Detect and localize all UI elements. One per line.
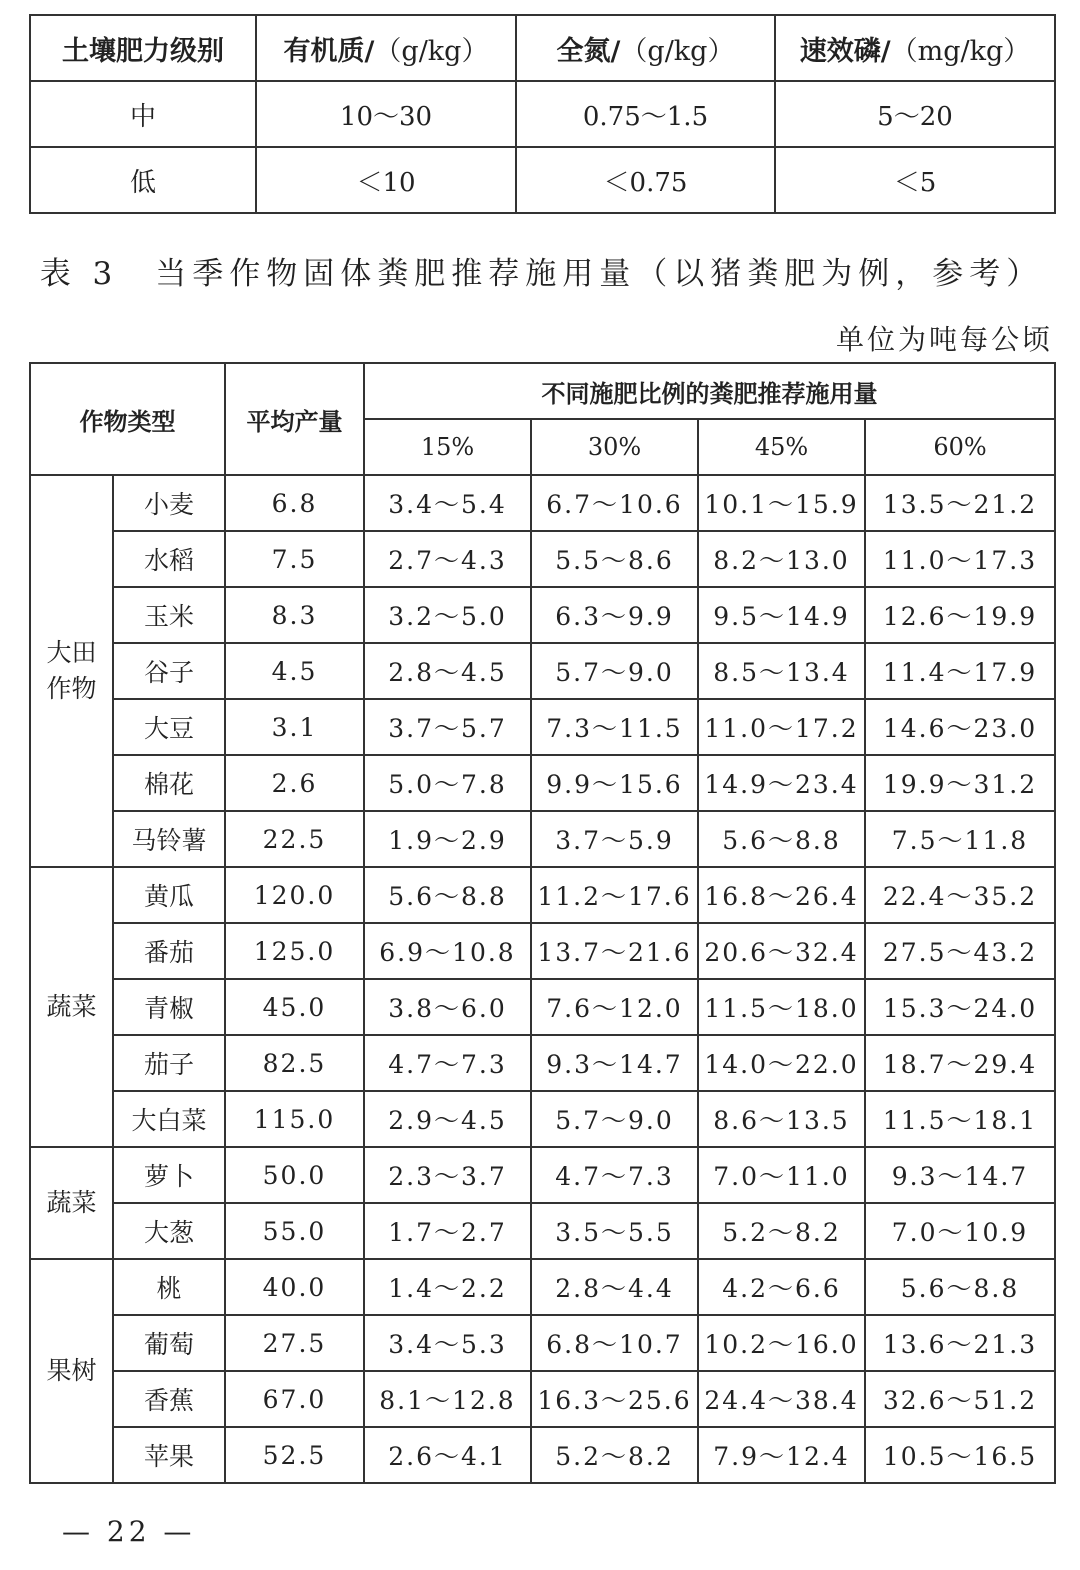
amount-cell: 9.9～15.6: [531, 755, 698, 811]
amount-cell: 3.7～5.7: [364, 699, 531, 755]
average-yield-cell: 52.5: [225, 1427, 364, 1483]
header-percent: 45%: [698, 419, 865, 475]
crop-group-label: 蔬菜: [30, 867, 113, 1147]
amount-cell: 8.6～13.5: [698, 1091, 865, 1147]
table-row: [30, 923, 1055, 979]
amount-cell: 3.4～5.3: [364, 1315, 531, 1371]
amount-cell: 2.7～4.3: [364, 531, 531, 587]
crop-name: 青椒: [113, 979, 225, 1035]
amount-cell: 6.8～10.7: [531, 1315, 698, 1371]
amount-cell: 3.5～5.5: [531, 1203, 698, 1259]
amount-cell: 14.6～23.0: [865, 699, 1055, 755]
amount-cell: 5.6～8.8: [865, 1259, 1055, 1315]
crop-name: 桃: [113, 1259, 225, 1315]
average-yield-cell: 4.5: [225, 643, 364, 699]
table-row: [30, 531, 1055, 587]
average-yield-cell: 67.0: [225, 1371, 364, 1427]
crop-name: 萝卜: [113, 1147, 225, 1203]
amount-cell: 5.2～8.2: [531, 1427, 698, 1483]
amount-cell: 5.6～8.8: [364, 867, 531, 923]
amount-cell: 7.6～12.0: [531, 979, 698, 1035]
table-row: [30, 1091, 1055, 1147]
header-percent: 15%: [364, 419, 531, 475]
table-row: [30, 811, 1055, 867]
amount-cell: 11.5～18.1: [865, 1091, 1055, 1147]
amount-cell: 16.8～26.4: [698, 867, 865, 923]
amount-cell: 2.9～4.5: [364, 1091, 531, 1147]
amount-cell: 1.7～2.7: [364, 1203, 531, 1259]
table-row: [30, 643, 1055, 699]
average-yield-cell: 50.0: [225, 1147, 364, 1203]
table-row: [30, 587, 1055, 643]
amount-cell: 18.7～29.4: [865, 1035, 1055, 1091]
header-percent: 30%: [531, 419, 698, 475]
header-fertility-level: 土壤肥力级别: [30, 15, 256, 81]
table-row: [30, 81, 1055, 147]
header-available-phosphorus: 速效磷/（mg/kg）: [775, 15, 1055, 81]
average-yield-cell: 40.0: [225, 1259, 364, 1315]
amount-cell: 8.5～13.4: [698, 643, 865, 699]
amount-cell: 4.7～7.3: [531, 1147, 698, 1203]
average-yield-cell: 45.0: [225, 979, 364, 1035]
cell: ＜10: [256, 147, 516, 213]
amount-cell: 19.9～31.2: [865, 755, 1055, 811]
average-yield-cell: 120.0: [225, 867, 364, 923]
amount-cell: 8.2～13.0: [698, 531, 865, 587]
cell: ＜5: [775, 147, 1055, 213]
average-yield-cell: 8.3: [225, 587, 364, 643]
amount-cell: 13.5～21.2: [865, 475, 1055, 531]
table-row: [30, 1371, 1055, 1427]
amount-cell: 5.7～9.0: [531, 643, 698, 699]
table-row: [30, 1315, 1055, 1371]
average-yield-cell: 7.5: [225, 531, 364, 587]
amount-cell: 4.7～7.3: [364, 1035, 531, 1091]
amount-cell: 27.5～43.2: [865, 923, 1055, 979]
manure-application-table: [29, 362, 1056, 1484]
table-row: [30, 1035, 1055, 1091]
amount-cell: 3.4～5.4: [364, 475, 531, 531]
amount-cell: 12.6～19.9: [865, 587, 1055, 643]
amount-cell: 1.4～2.2: [364, 1259, 531, 1315]
amount-cell: 8.1～12.8: [364, 1371, 531, 1427]
crop-name: 谷子: [113, 643, 225, 699]
amount-cell: 10.1～15.9: [698, 475, 865, 531]
average-yield-cell: 6.8: [225, 475, 364, 531]
amount-cell: 32.6～51.2: [865, 1371, 1055, 1427]
unit-note: 单位为吨每公顷: [835, 323, 1053, 356]
crop-name: 小麦: [113, 475, 225, 531]
header-percent: 60%: [865, 419, 1055, 475]
table-row: [30, 147, 1055, 213]
amount-cell: 6.9～10.8: [364, 923, 531, 979]
amount-cell: 2.8～4.5: [364, 643, 531, 699]
header-total-nitrogen: 全氮/（g/kg）: [516, 15, 775, 81]
amount-cell: 2.6～4.1: [364, 1427, 531, 1483]
crop-name: 茄子: [113, 1035, 225, 1091]
soil-fertility-table: [29, 14, 1056, 214]
amount-cell: 13.7～21.6: [531, 923, 698, 979]
amount-cell: 5.6～8.8: [698, 811, 865, 867]
crop-name: 大白菜: [113, 1091, 225, 1147]
amount-cell: 5.5～8.6: [531, 531, 698, 587]
amount-cell: 9.5～14.9: [698, 587, 865, 643]
amount-cell: 5.0～7.8: [364, 755, 531, 811]
crop-name: 水稻: [113, 531, 225, 587]
amount-cell: 11.4～17.9: [865, 643, 1055, 699]
amount-cell: 2.8～4.4: [531, 1259, 698, 1315]
crop-name: 葡萄: [113, 1315, 225, 1371]
amount-cell: 20.6～32.4: [698, 923, 865, 979]
table-row: [30, 755, 1055, 811]
average-yield-cell: 2.6: [225, 755, 364, 811]
soil-table-header: [30, 15, 1055, 81]
table-row: [30, 867, 1055, 923]
average-yield-cell: 27.5: [225, 1315, 364, 1371]
amount-cell: 3.2～5.0: [364, 587, 531, 643]
crop-name: 番茄: [113, 923, 225, 979]
page-number: — 22 —: [62, 1515, 196, 1548]
table-row: [30, 1147, 1055, 1203]
amount-cell: 22.4～35.2: [865, 867, 1055, 923]
crop-name: 棉花: [113, 755, 225, 811]
crop-name: 大豆: [113, 699, 225, 755]
cell: 5～20: [775, 81, 1055, 147]
crop-name: 香蕉: [113, 1371, 225, 1427]
amount-cell: 6.7～10.6: [531, 475, 698, 531]
amount-cell: 10.5～16.5: [865, 1427, 1055, 1483]
amount-cell: 7.0～11.0: [698, 1147, 865, 1203]
amount-cell: 13.6～21.3: [865, 1315, 1055, 1371]
amount-cell: 11.0～17.2: [698, 699, 865, 755]
amount-cell: 7.0～10.9: [865, 1203, 1055, 1259]
average-yield-cell: 115.0: [225, 1091, 364, 1147]
table-body: [30, 475, 1055, 1483]
header-average-yield: 平均产量: [225, 363, 364, 475]
table-row: [30, 979, 1055, 1035]
table-row: [30, 699, 1055, 755]
amount-cell: 16.3～25.6: [531, 1371, 698, 1427]
amount-cell: 4.2～6.6: [698, 1259, 865, 1315]
crop-name: 马铃薯: [113, 811, 225, 867]
crop-name: 黄瓜: [113, 867, 225, 923]
amount-cell: 14.9～23.4: [698, 755, 865, 811]
average-yield-cell: 82.5: [225, 1035, 364, 1091]
cell: 低: [30, 147, 256, 213]
average-yield-cell: 3.1: [225, 699, 364, 755]
amount-cell: 5.7～9.0: [531, 1091, 698, 1147]
crop-group-label: 大田 作物: [30, 475, 113, 867]
amount-cell: 3.8～6.0: [364, 979, 531, 1035]
cell: 10～30: [256, 81, 516, 147]
cell: 0.75～1.5: [516, 81, 775, 147]
average-yield-cell: 22.5: [225, 811, 364, 867]
crop-name: 大葱: [113, 1203, 225, 1259]
amount-cell: 7.9～12.4: [698, 1427, 865, 1483]
amount-cell: 1.9～2.9: [364, 811, 531, 867]
crop-name: 玉米: [113, 587, 225, 643]
amount-cell: 9.3～14.7: [865, 1147, 1055, 1203]
amount-cell: 24.4～38.4: [698, 1371, 865, 1427]
amount-cell: 11.2～17.6: [531, 867, 698, 923]
table-row: [30, 1259, 1055, 1315]
table-header-row: [30, 363, 1055, 419]
table-row: [30, 1203, 1055, 1259]
average-yield-cell: 125.0: [225, 923, 364, 979]
amount-cell: 15.3～24.0: [865, 979, 1055, 1035]
header-recommended-amount: 不同施肥比例的粪肥推荐施用量: [364, 363, 1055, 419]
table-caption: 表 3 当季作物固体粪肥推荐施用量（以猪粪肥为例，参考）: [39, 256, 1044, 292]
amount-cell: 10.2～16.0: [698, 1315, 865, 1371]
crop-group-label: 蔬菜: [30, 1147, 113, 1259]
amount-cell: 7.3～11.5: [531, 699, 698, 755]
header-crop-type: 作物类型: [30, 363, 225, 475]
header-organic-matter: 有机质/（g/kg）: [256, 15, 516, 81]
cell: ＜0.75: [516, 147, 775, 213]
amount-cell: 2.3～3.7: [364, 1147, 531, 1203]
crop-name: 苹果: [113, 1427, 225, 1483]
table-row: [30, 475, 1055, 531]
amount-cell: 11.0～17.3: [865, 531, 1055, 587]
cell: 中: [30, 81, 256, 147]
amount-cell: 9.3～14.7: [531, 1035, 698, 1091]
amount-cell: 14.0～22.0: [698, 1035, 865, 1091]
amount-cell: 11.5～18.0: [698, 979, 865, 1035]
table-row: [30, 1427, 1055, 1483]
amount-cell: 7.5～11.8: [865, 811, 1055, 867]
amount-cell: 3.7～5.9: [531, 811, 698, 867]
amount-cell: 6.3～9.9: [531, 587, 698, 643]
amount-cell: 5.2～8.2: [698, 1203, 865, 1259]
crop-group-label: 果树: [30, 1259, 113, 1483]
average-yield-cell: 55.0: [225, 1203, 364, 1259]
